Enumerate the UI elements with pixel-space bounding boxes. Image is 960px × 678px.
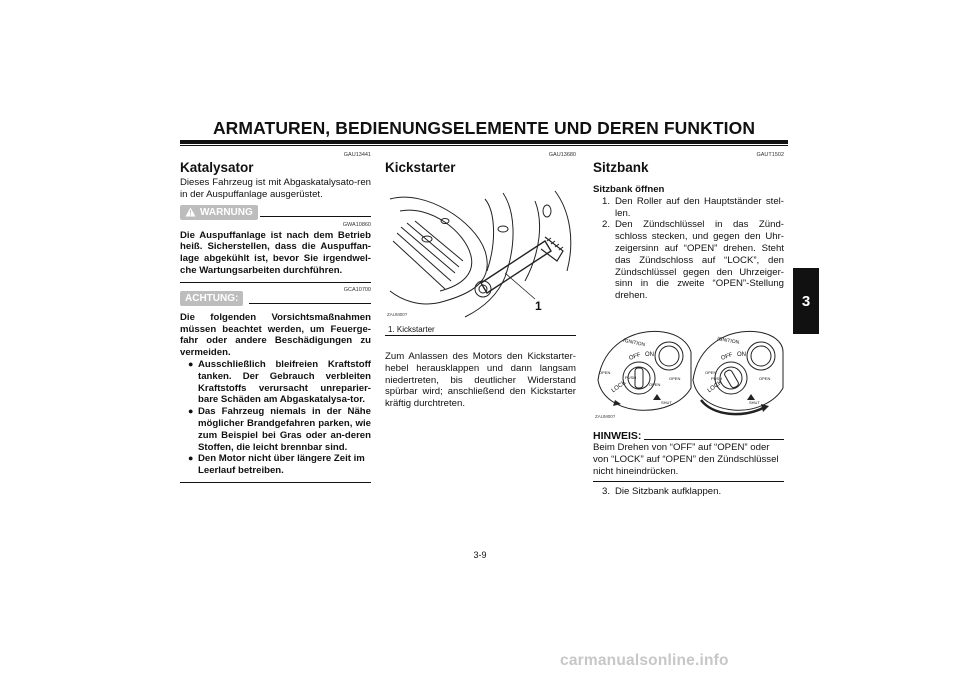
ignition-push-label: PUSH: [711, 375, 723, 381]
column-katalysator: [180, 152, 371, 483]
section-intro: Dieses Fahrzeug ist mit Abgaskatalysato-ren in der Auspuffanlage ausgerüstet.: [180, 177, 371, 200]
kickstarter-illustration: [385, 181, 576, 323]
ignition-off-label: OFF: [628, 352, 642, 362]
section-title: Katalysator: [180, 160, 254, 175]
ignition-switch-illustration: [593, 320, 784, 420]
step-item: [602, 219, 784, 302]
figure-id: ZAUM00?: [595, 413, 616, 419]
warning-badge: [180, 205, 258, 220]
warning-rule: [260, 216, 371, 217]
chapter-tab-number: 3: [801, 292, 811, 310]
section-code: GAU13680: [548, 152, 576, 158]
ignition-ring-label: IGNITION: [716, 336, 740, 346]
achtung-badge: [180, 291, 243, 306]
header-rule-thin: [180, 145, 788, 146]
figure-id: ZAUM00?: [387, 312, 408, 317]
kickstarter-text: Zum Anlassen des Motors den Kickstarter-hebel herausklappen und dann langsam niedertreten, bis deutlicher Widerstand spürbar wird; anschließend den Kickstarter kräftig durchtreten.: [385, 351, 576, 410]
hinweis-text: Beim Drehen von “OFF” auf “OPEN” oder von “LOCK” auf “OPEN” den Zündschlüssel nicht hineindrücken.: [593, 441, 779, 477]
step-number: 1.: [602, 195, 611, 207]
figure-caption: [385, 323, 576, 336]
bullet-dot-icon: ●: [188, 406, 194, 417]
warning-code: GWA10860: [342, 221, 371, 228]
bullet-item: [188, 406, 371, 453]
section-title: Kickstarter: [385, 160, 456, 175]
warning-end-rule: [180, 282, 371, 283]
figure-callout-number: 1: [535, 299, 542, 313]
ignition-open-label: OPEN: [759, 375, 771, 381]
hinweis-end-rule: [593, 481, 784, 482]
achtung-rule: [249, 303, 371, 304]
ignition-shut-label: SHUT: [749, 399, 760, 405]
step-item: [602, 196, 784, 220]
ignition-off-label: OFF: [720, 352, 734, 362]
ignition-open-label: OPEN: [705, 369, 717, 375]
bullet-text: Den Motor nicht über längere Zeit im Leerlauf betreiben.: [198, 453, 365, 477]
step-text: Den Roller auf den Hauptständer stel-len.: [615, 195, 784, 219]
achtung-end-rule: [180, 482, 371, 484]
section-code: GAU13441: [343, 152, 371, 158]
bullet-item: [188, 453, 371, 477]
page-header-title: ARMATUREN, BEDIENUNGSELEMENTE UND DEREN FUNKTION: [212, 118, 756, 138]
section-title: Sitzbank: [593, 160, 649, 175]
bullet-dot-icon: ●: [188, 453, 194, 464]
bullet-dot-icon: ●: [188, 358, 194, 369]
achtung-intro: Die folgenden Vorsichtsmaßnahmen müssen beachtet werden, um Feuerge-fahr oder andere Beschädigungen zu vermeiden.: [180, 311, 371, 359]
step-text: Die Sitzbank aufklappen.: [615, 486, 722, 498]
ignition-lock-label: LOCK: [706, 379, 724, 395]
ignition-open-label: OPEN: [669, 375, 681, 381]
achtung-banner: [180, 291, 371, 306]
figure-caption-text: 1. Kickstarter: [388, 325, 435, 334]
page-number: 3-9: [473, 550, 487, 560]
ignition-open-label: OPEN: [649, 381, 661, 387]
warning-text: Die Auspuffanlage ist nach dem Betrieb heiß. Sicherstellen, dass die Auspuffan-lage abgekühlt ist, bevor Sie irgendwel-che Wartungsarbeiten durchführen.: [180, 229, 371, 276]
subsection-title: Sitzbank öffnen: [593, 184, 665, 195]
step-number: 3.: [602, 486, 611, 498]
hinweis-banner: [593, 430, 784, 442]
column-sitzbank: [593, 152, 784, 498]
ignition-on-label: ON: [737, 351, 746, 358]
hinweis-rule: [644, 439, 784, 440]
hinweis-label: HINWEIS:: [593, 429, 642, 442]
bullet-text: Das Fahrzeug niemals in der Nähe möglicher Brandgefahren parken, wie zum Beispiel bei Gras oder an-deren Stoffen, die leicht brennbar sind.: [198, 406, 371, 453]
warning-label: WARNUNG: [200, 206, 253, 218]
warning-triangle-icon: [185, 207, 196, 217]
kickstarter-figure: [385, 181, 576, 323]
ignition-shut-label: SHUT: [661, 399, 672, 405]
achtung-label: ACHTUNG:: [185, 292, 239, 304]
ignition-figure: [593, 320, 784, 420]
bullet-text: Ausschließlich bleifreien Kraftstoff tanken. Der Gebrauch verbleiten Kraftstoffs verursacht unreparier-bare Schäden am Abgaskatalysa-tor.: [198, 358, 371, 406]
warning-banner: [180, 205, 371, 220]
achtung-bullets: [188, 359, 371, 477]
achtung-code: GCA10700: [343, 286, 371, 293]
step-item: [602, 486, 784, 498]
column-kickstarter: [385, 152, 576, 410]
section-code: GAUT1502: [756, 152, 784, 158]
ignition-ring-label: IGNITION: [622, 337, 646, 349]
ignition-lock-label: LOCK: [610, 379, 628, 395]
ignition-open-label: OPEN: [599, 369, 611, 375]
chapter-tab: [793, 268, 819, 334]
ignition-on-label: ON: [645, 351, 654, 358]
step-number: 2.: [602, 219, 611, 231]
header-rule: [180, 140, 788, 144]
step-text: Den Zündschlüssel in das Zünd-schloss stecken, und gegen den Uhr-zeigersinn auf “OPEN” drehen. Steht das Zündschloss auf “LOCK”, den Zündschlüssel gegen den Uhrzeiger-sinn in die zweite “OPEN”-Stellung drehen.: [615, 219, 784, 302]
bullet-item: [188, 359, 371, 406]
steps-list: [602, 196, 784, 302]
watermark: carmanualsonline.info: [560, 652, 729, 669]
ignition-push-label: PUSH: [625, 374, 637, 380]
